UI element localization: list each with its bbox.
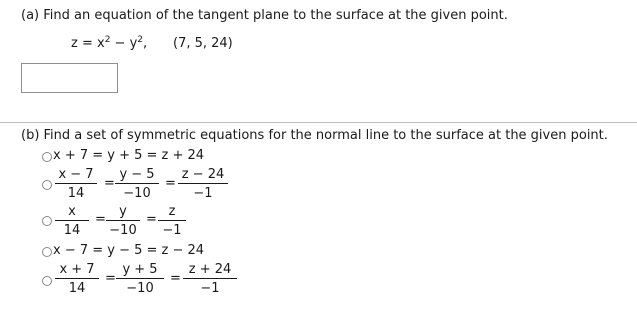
surface-equation bbox=[71, 36, 147, 51]
surface-eq-minus-y: − y bbox=[110, 36, 138, 51]
fraction-bar bbox=[158, 220, 186, 221]
fraction-denominator: −10 bbox=[123, 186, 151, 201]
fraction-numerator: z − 24 bbox=[181, 167, 225, 182]
option-2-radio[interactable] bbox=[42, 180, 52, 190]
option-5-radio[interactable] bbox=[42, 276, 52, 286]
fraction-denominator: 14 bbox=[63, 223, 81, 238]
given-point: (7, 5, 24) bbox=[173, 36, 233, 51]
fraction-bar bbox=[55, 278, 99, 279]
fraction-denominator: 14 bbox=[67, 186, 85, 201]
fraction-numerator: y − 5 bbox=[119, 167, 155, 182]
option-5-fraction-x bbox=[55, 262, 99, 296]
option-4-label: x − 7 = y − 5 = z − 24 bbox=[53, 243, 205, 258]
fraction-bar bbox=[183, 278, 237, 279]
fraction-numerator: y bbox=[119, 204, 127, 219]
fraction-bar bbox=[106, 220, 140, 221]
option-5-fraction-y bbox=[116, 262, 164, 296]
equals-sign: = bbox=[165, 176, 176, 191]
fraction-numerator: y + 5 bbox=[122, 262, 158, 277]
fraction-bar bbox=[55, 183, 97, 184]
fraction-denominator: −10 bbox=[109, 223, 137, 238]
surface-eq-z: z = x bbox=[71, 36, 105, 51]
fraction-numerator: z + 24 bbox=[188, 262, 232, 277]
option-2-fraction-z bbox=[178, 167, 228, 201]
equals-sign: = bbox=[146, 212, 157, 227]
option-2-fraction-x bbox=[55, 167, 97, 201]
surface-eq-comma: , bbox=[143, 36, 148, 51]
section-divider bbox=[0, 122, 637, 123]
option-3-radio[interactable] bbox=[42, 216, 52, 226]
fraction-numerator: x − 7 bbox=[58, 167, 94, 182]
option-5-fraction-z bbox=[183, 262, 237, 296]
fraction-bar bbox=[115, 183, 159, 184]
option-1-radio[interactable] bbox=[42, 152, 52, 162]
fraction-bar bbox=[55, 220, 89, 221]
fraction-bar bbox=[178, 183, 228, 184]
fraction-denominator: −1 bbox=[193, 186, 213, 201]
tangent-plane-answer-input[interactable] bbox=[21, 63, 118, 93]
equals-sign: = bbox=[170, 271, 181, 286]
option-3-fraction-y bbox=[106, 204, 140, 238]
equals-sign: = bbox=[95, 212, 106, 227]
fraction-bar bbox=[116, 278, 164, 279]
fraction-denominator: −1 bbox=[162, 223, 182, 238]
option-4-radio[interactable] bbox=[42, 247, 52, 257]
equals-sign: = bbox=[104, 176, 115, 191]
option-3-fraction-z bbox=[158, 204, 186, 238]
surface-eq-exp-y: 2 bbox=[137, 35, 144, 45]
fraction-numerator: x + 7 bbox=[59, 262, 95, 277]
equals-sign: = bbox=[105, 271, 116, 286]
fraction-denominator: −10 bbox=[126, 281, 154, 296]
option-3-fraction-x bbox=[55, 204, 89, 238]
part-b-question: (b) Find a set of symmetric equations for the normal line to the surface at the given point. bbox=[21, 128, 608, 143]
option-1-label: x + 7 = y + 5 = z + 24 bbox=[53, 148, 205, 163]
option-2-fraction-y bbox=[115, 167, 159, 201]
fraction-numerator: z bbox=[168, 204, 176, 219]
fraction-denominator: 14 bbox=[68, 281, 86, 296]
surface-eq-exp-x: 2 bbox=[104, 35, 111, 45]
part-a-question: (a) Find an equation of the tangent plane to the surface at the given point. bbox=[21, 8, 508, 23]
fraction-numerator: x bbox=[68, 204, 76, 219]
fraction-denominator: −1 bbox=[200, 281, 220, 296]
